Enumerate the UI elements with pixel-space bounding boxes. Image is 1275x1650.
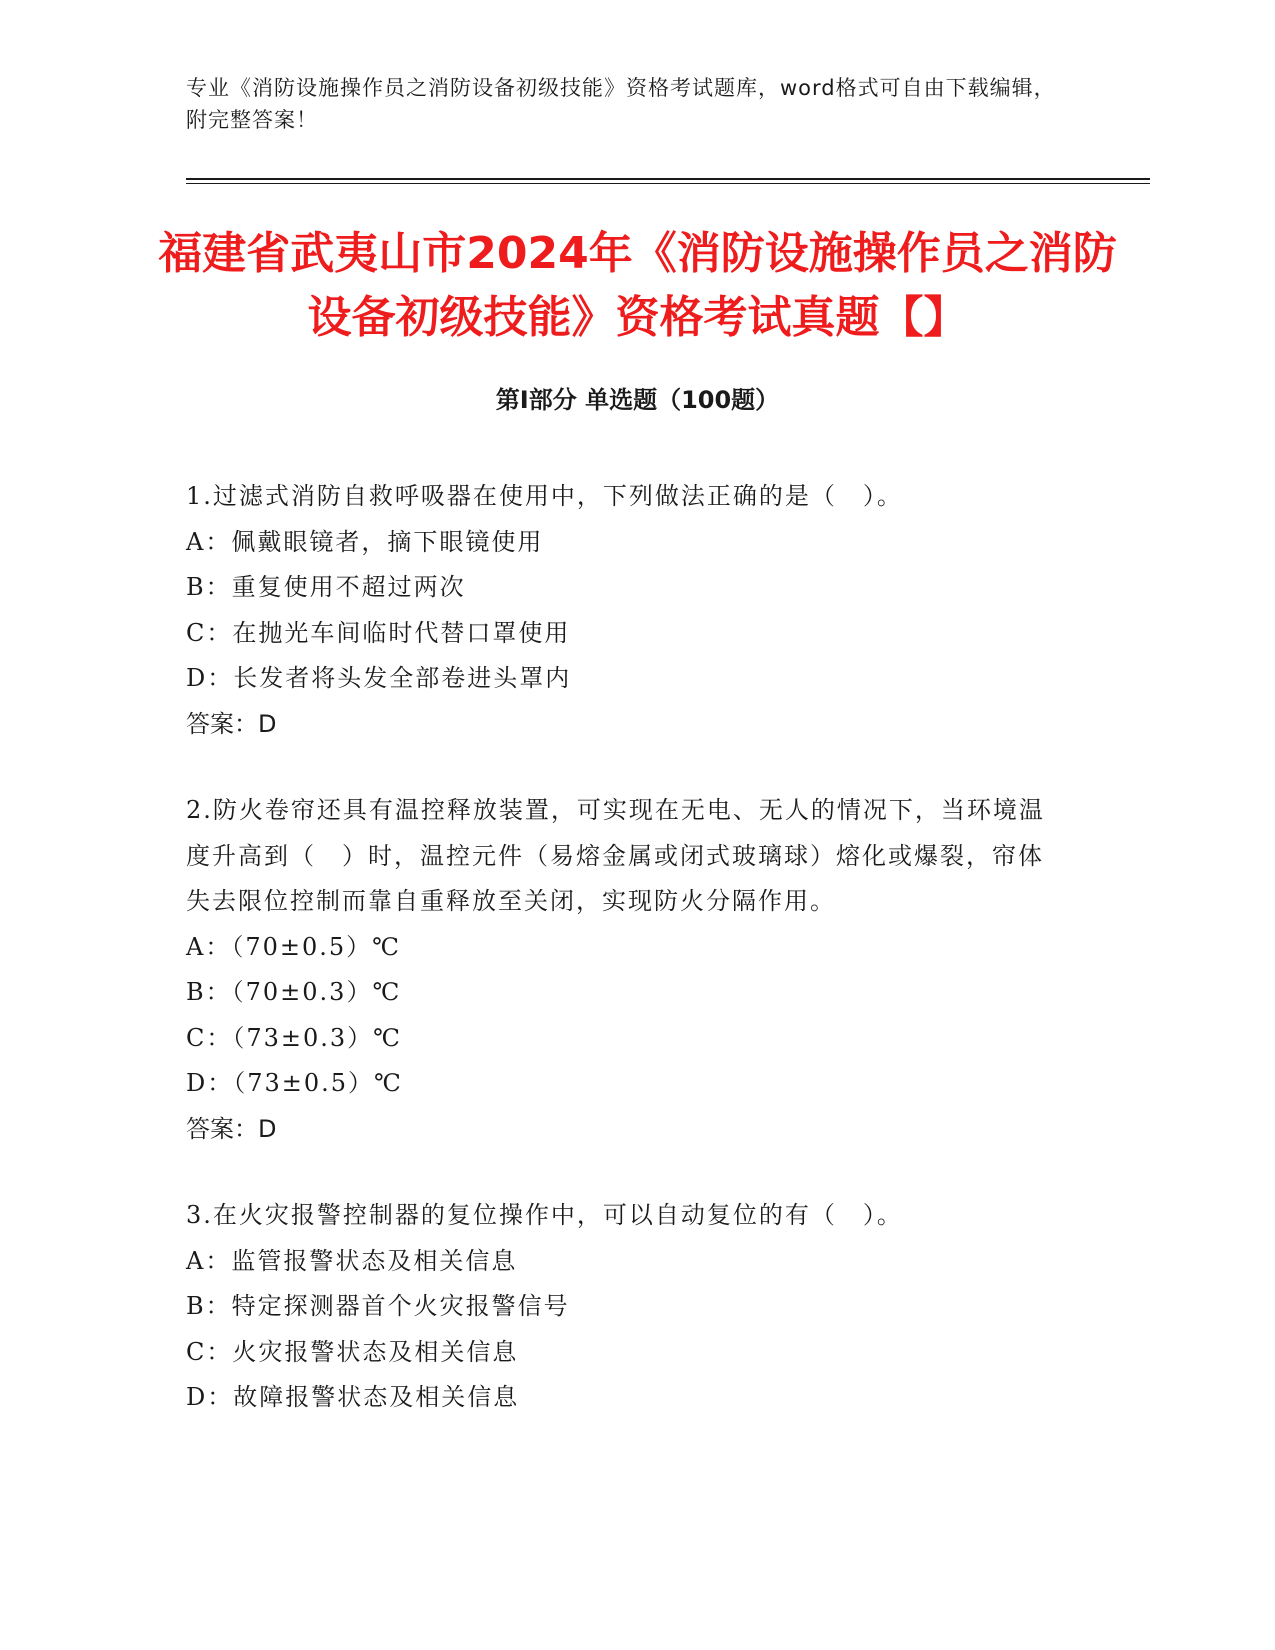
question-stem: 2.防火卷帘还具有温控释放装置，可实现在无电、无人的情况下，当环境温度升高到（ ）时，温控元件（易熔金属或闭式玻璃球）熔化或爆裂，帘体失去限位控制而靠自重释放至关闭，实现防火分隔作用。 [186, 796, 1045, 915]
option-d: D：故障报警状态及相关信息 [186, 1383, 520, 1411]
option-c: C：火灾报警状态及相关信息 [186, 1337, 519, 1366]
option-d: D：（73±0.5）℃ [186, 1069, 403, 1097]
document-title: 福建省武夷山市2024年《消防设施操作员之消防设备初级技能》资格考试真题【】 [158, 228, 1117, 343]
option-b: B：（70±0.3）℃ [186, 978, 402, 1006]
option-c: C：（73±0.3）℃ [186, 1023, 403, 1052]
option-b: B：特定探测器首个火灾报警信号 [186, 1292, 570, 1320]
option-a: A：监管报警状态及相关信息 [186, 1246, 518, 1275]
header-divider-thin [186, 183, 1150, 184]
question-list [186, 474, 1066, 1462]
answer: 答案：D [186, 709, 277, 738]
option-d: D：长发者将头发全部卷进头罩内 [186, 664, 572, 692]
question-2 [186, 788, 1066, 1152]
question-stem: 3.在火灾报警控制器的复位操作中，可以自动复位的有（ ）。 [186, 1201, 903, 1229]
question-1 [186, 474, 1066, 747]
header-divider-thick [186, 178, 1150, 180]
option-b: B：重复使用不超过两次 [186, 573, 466, 601]
option-c: C：在抛光车间临时代替口罩使用 [186, 618, 571, 647]
option-a: A：佩戴眼镜者，摘下眼镜使用 [186, 527, 544, 556]
question-stem: 1.过滤式消防自救呼吸器在使用中，下列做法正确的是（ ）。 [186, 482, 903, 510]
header-note: 专业《消防设施操作员之消防设备初级技能》资格考试题库，word格式可自由下载编辑，附完整答案！ [186, 76, 1056, 132]
option-a: A：（70±0.5）℃ [186, 932, 401, 961]
section-heading: 第I部分 单选题（100题） [495, 386, 780, 414]
answer: 答案：D [186, 1114, 277, 1143]
question-3 [186, 1193, 1066, 1421]
